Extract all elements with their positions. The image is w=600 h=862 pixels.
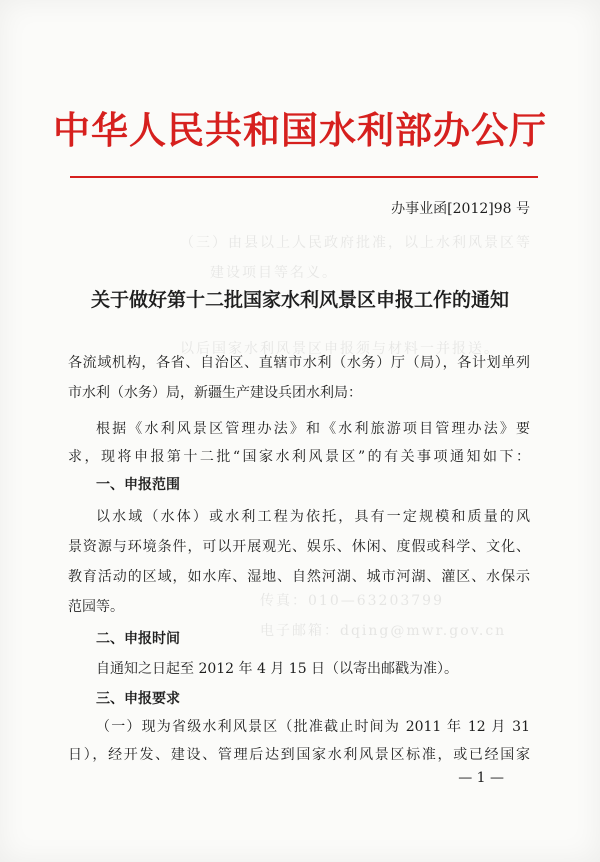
body-line: 各流域机构，各省、自治区、直辖市水利（水务）厅（局），各计划单列	[68, 355, 530, 371]
page-number: — 1 —	[458, 770, 504, 786]
show-through-text: （三）由县以上人民政府批准，以上水利风景区等	[180, 235, 532, 251]
show-through-text: 以后国家水利风景区申报须与材料一并报送。	[180, 341, 500, 357]
show-through-text: 传真：010—63203799	[260, 593, 444, 609]
body-line: 根据《水利风景区管理办法》和《水利旅游项目管理办法》要	[96, 421, 530, 437]
red-divider-line	[70, 176, 538, 178]
body-line: 市水利（水务）局，新疆生产建设兵团水利局：	[68, 385, 362, 401]
show-through-text: 建设项目等名义。	[210, 265, 338, 281]
body-line: 求，现将申报第十二批“国家水利风景区”的有关事项通知如下：	[68, 449, 530, 465]
show-through-text: 电子邮箱：dqing@mwr.gov.cn	[260, 623, 507, 639]
section-heading: 三、申报要求	[96, 691, 180, 707]
body-line: 日），经开发、建设、管理后达到国家水利风景区标准，或已经国家	[68, 747, 530, 763]
document-number: 办事业函[2012]98 号	[391, 201, 530, 217]
body-line: 范园等。	[68, 599, 124, 615]
document-title: 关于做好第十二批国家水利风景区申报工作的通知	[90, 289, 509, 311]
section-heading: 一、申报范围	[96, 477, 180, 493]
body-line: 景资源与环境条件，可以开展观光、娱乐、休闲、度假或科学、文化、	[68, 539, 530, 555]
body-line: 以水域（水体）或水利工程为依托，具有一定规模和质量的风	[96, 509, 530, 525]
section-heading: 二、申报时间	[96, 631, 180, 647]
issuer-masthead: 中华人民共和国水利部办公厅	[53, 109, 547, 152]
body-line: （一）现为省级水利风景区（批准截止时间为 2011 年 12 月 31	[96, 719, 530, 735]
body-line: 教育活动的区域，如水库、湿地、自然河湖、城市河湖、灌区、水保示	[68, 569, 530, 585]
body-line: 自通知之日起至 2012 年 4 月 15 日（以寄出邮戳为准）。	[96, 661, 459, 677]
